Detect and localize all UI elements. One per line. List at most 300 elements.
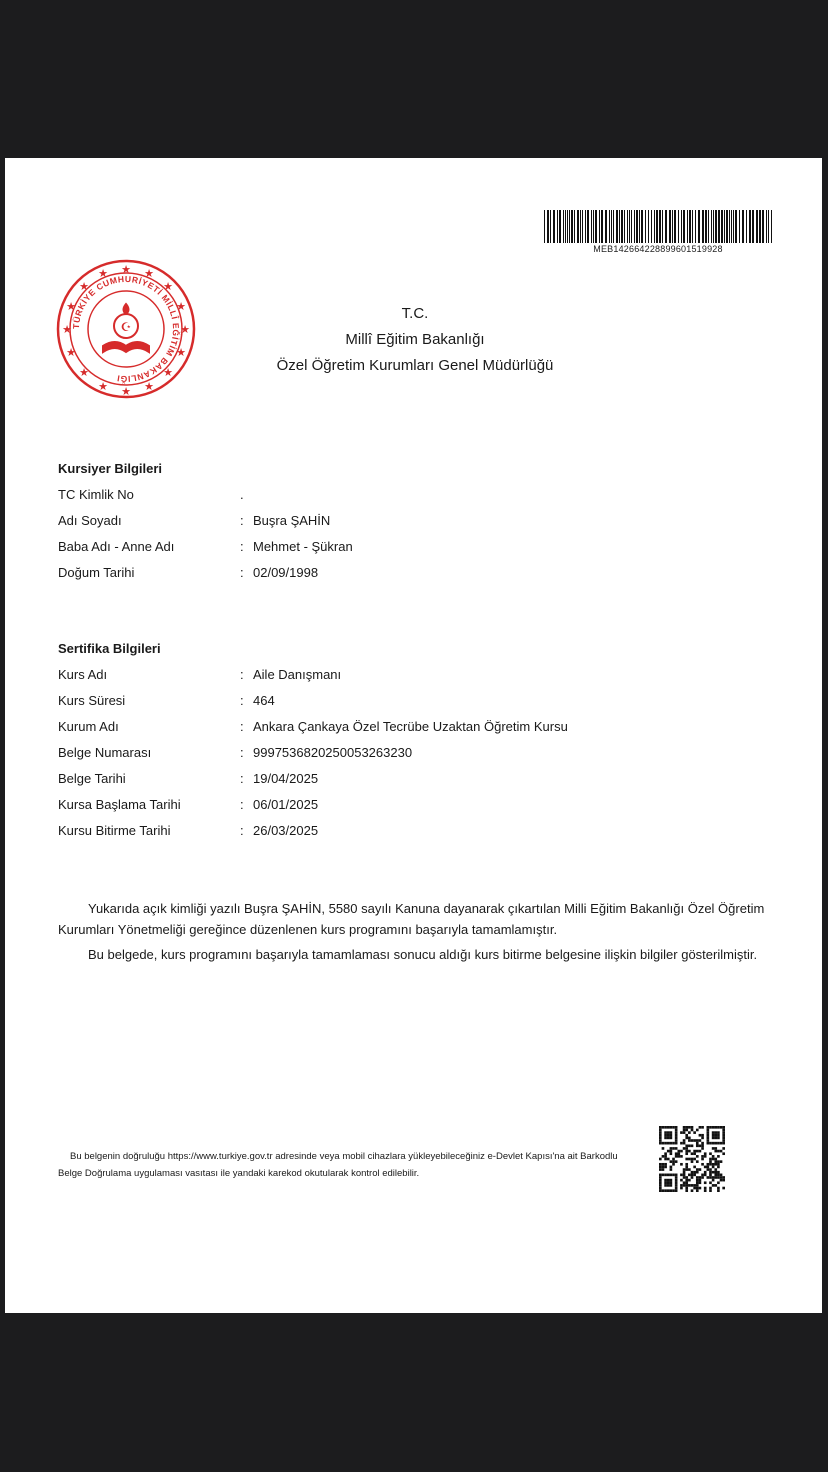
row-value: 06/01/2025 xyxy=(253,797,319,812)
qr-module xyxy=(659,1134,662,1137)
qr-module xyxy=(696,1171,699,1174)
qr-module xyxy=(675,1126,678,1129)
qr-module xyxy=(709,1158,712,1161)
qr-module xyxy=(722,1179,725,1182)
qr-module xyxy=(691,1144,694,1147)
row-label: Adı Soyadı xyxy=(58,513,122,528)
barcode-bar xyxy=(599,210,600,243)
qr-module xyxy=(667,1189,670,1192)
qr-module xyxy=(675,1160,678,1163)
barcode-bar xyxy=(571,210,573,243)
barcode-bar xyxy=(724,210,725,243)
qr-module xyxy=(667,1137,670,1140)
qr-module xyxy=(675,1131,678,1134)
barcode-bar xyxy=(739,210,740,243)
statement-paragraph-2: Bu belgede, kurs programını başarıyla tamamlaması sonucu aldığı kurs bitirme belgesine ilişkin bilgiler gösterilmiştir. xyxy=(88,947,758,962)
qr-module xyxy=(664,1181,667,1184)
qr-module xyxy=(685,1129,688,1132)
row-label: Kursu Bitirme Tarihi xyxy=(58,823,171,838)
qr-module xyxy=(680,1174,683,1177)
barcode-bar xyxy=(756,210,758,243)
qr-module xyxy=(717,1131,720,1134)
qr-module xyxy=(704,1187,707,1190)
qr-module xyxy=(683,1129,686,1132)
qr-module xyxy=(672,1126,675,1129)
barcode-bar xyxy=(593,210,594,243)
qr-module xyxy=(664,1134,667,1137)
svg-text:★: ★ xyxy=(66,346,76,359)
qr-module xyxy=(699,1176,702,1179)
qr-module xyxy=(717,1174,720,1177)
svg-text:★: ★ xyxy=(180,323,190,336)
verification-text: Bu belgenin doğruluğu https://www.turkiye.gov.tr adresinde veya mobil cihazlara yükleyebileceğiniz e-Devlet Kapısı'na ait Barkodlu Belge Doğrulama uygulaması vasıtası ile yandaki karekod okutularak kontrol edilebilir. xyxy=(58,1151,618,1179)
qr-module xyxy=(667,1126,670,1129)
qr-module xyxy=(717,1189,720,1192)
qr-module xyxy=(712,1176,715,1179)
qr-module xyxy=(675,1152,678,1155)
barcode-bar xyxy=(636,210,638,243)
qr-module xyxy=(704,1152,707,1155)
qr-module xyxy=(675,1176,678,1179)
qr-module xyxy=(712,1131,715,1134)
qr-module xyxy=(662,1189,665,1192)
qr-module xyxy=(709,1174,712,1177)
barcode-bar xyxy=(678,210,679,243)
qr-module xyxy=(722,1147,725,1150)
qr-module xyxy=(662,1174,665,1177)
qr-module xyxy=(685,1152,688,1155)
qr-module xyxy=(691,1139,694,1142)
qr-module xyxy=(675,1139,678,1142)
barcode-bar xyxy=(648,210,649,243)
barcode-bar xyxy=(733,210,734,243)
qr-module xyxy=(707,1131,710,1134)
row-label: Belge Tarihi xyxy=(58,771,126,786)
qr-module xyxy=(683,1139,686,1142)
barcode-bar xyxy=(735,210,737,243)
qr-module xyxy=(693,1171,696,1174)
qr-module xyxy=(707,1176,710,1179)
qr-module xyxy=(688,1131,691,1134)
qr-module xyxy=(659,1187,662,1190)
qr-module xyxy=(722,1126,725,1129)
barcode-bar xyxy=(711,210,712,243)
qr-module xyxy=(720,1179,723,1182)
qr-module xyxy=(670,1134,673,1137)
qr-module xyxy=(704,1174,707,1177)
qr-module xyxy=(714,1184,717,1187)
qr-module xyxy=(714,1171,717,1174)
qr-module xyxy=(667,1150,670,1153)
barcode-bar xyxy=(631,210,632,243)
qr-module xyxy=(699,1139,702,1142)
row-label: Kurs Süresi xyxy=(58,693,126,708)
qr-module xyxy=(664,1158,667,1161)
qr-module xyxy=(709,1187,712,1190)
qr-module xyxy=(712,1163,715,1166)
qr-module xyxy=(672,1158,675,1161)
qr-module xyxy=(701,1126,704,1129)
statement-paragraph-1: Yukarıda açık kimliği yazılı Buşra ŞAHİN, 5580 sayılı Kanuna dayanarak çıkartılan Milli Eğitim Bakanlığı Özel Öğretim Kurumları Yönetmeliği gereğince düzenlenen kurs programını başarıyla tamamlamıştır. xyxy=(58,901,765,937)
qr-module xyxy=(714,1147,717,1150)
barcode xyxy=(542,210,774,243)
barcode-bar xyxy=(629,210,630,243)
qr-module xyxy=(685,1187,688,1190)
row-separator: : xyxy=(240,823,244,838)
qr-module xyxy=(714,1176,717,1179)
qr-module xyxy=(707,1139,710,1142)
qr-module xyxy=(701,1142,704,1145)
qr-module xyxy=(685,1158,688,1161)
qr-module xyxy=(683,1147,686,1150)
qr-module xyxy=(717,1166,720,1169)
barcode-bar xyxy=(569,210,570,243)
barcode-bar xyxy=(601,210,603,243)
qr-module xyxy=(709,1189,712,1192)
barcode-bar xyxy=(695,210,696,243)
qr-module xyxy=(696,1160,699,1163)
qr-module xyxy=(672,1147,675,1150)
kursiyer-section-title: Kursiyer Bilgileri xyxy=(58,461,163,476)
qr-module xyxy=(712,1134,715,1137)
barcode-bar xyxy=(683,210,685,243)
qr-module xyxy=(701,1158,704,1161)
barcode-bar xyxy=(752,210,754,243)
qr-module xyxy=(667,1184,670,1187)
qr-module xyxy=(712,1155,715,1158)
row-value: 19/04/2025 xyxy=(253,771,319,786)
qr-module xyxy=(707,1126,710,1129)
qr-module xyxy=(685,1166,688,1169)
qr-module xyxy=(662,1168,665,1171)
qr-module xyxy=(677,1150,680,1153)
svg-text:☪: ☪ xyxy=(120,320,132,334)
qr-module xyxy=(701,1134,704,1137)
qr-module xyxy=(712,1184,715,1187)
qr-module xyxy=(712,1126,715,1129)
qr-module xyxy=(667,1134,670,1137)
qr-module xyxy=(696,1179,699,1182)
qr-module xyxy=(670,1189,673,1192)
barcode-bar xyxy=(672,210,673,243)
qr-module xyxy=(659,1179,662,1182)
qr-module xyxy=(717,1176,720,1179)
qr-module xyxy=(709,1152,712,1155)
qr-module xyxy=(709,1163,712,1166)
barcode-bar xyxy=(731,210,732,243)
barcode-bar xyxy=(619,210,620,243)
qr-module xyxy=(662,1126,665,1129)
svg-text:★: ★ xyxy=(121,263,131,276)
barcode-bar xyxy=(715,210,717,243)
barcode-bar xyxy=(726,210,728,243)
qr-module xyxy=(667,1142,670,1145)
qr-module xyxy=(691,1176,694,1179)
qr-module xyxy=(712,1147,715,1150)
svg-text:★: ★ xyxy=(62,323,72,336)
qr-module xyxy=(680,1163,683,1166)
qr-module xyxy=(696,1168,699,1171)
qr-module xyxy=(717,1126,720,1129)
qr-module xyxy=(685,1181,688,1184)
qr-module xyxy=(704,1166,707,1169)
barcode-bar xyxy=(585,210,586,243)
qr-module xyxy=(701,1144,704,1147)
qr-module xyxy=(712,1142,715,1145)
qr-module xyxy=(699,1144,702,1147)
qr-module xyxy=(683,1131,686,1134)
qr-module xyxy=(659,1184,662,1187)
qr-module xyxy=(696,1139,699,1142)
svg-text:★: ★ xyxy=(121,385,131,398)
barcode-bar xyxy=(762,210,764,243)
qr-module xyxy=(714,1163,717,1166)
qr-module xyxy=(672,1142,675,1145)
barcode-bar xyxy=(627,210,628,243)
qr-module xyxy=(691,1160,694,1163)
qr-module xyxy=(701,1163,704,1166)
qr-module xyxy=(659,1139,662,1142)
row-separator: : xyxy=(240,719,244,734)
barcode-bar xyxy=(611,210,612,243)
qr-module xyxy=(659,1189,662,1192)
qr-module xyxy=(659,1163,662,1166)
qr-module xyxy=(701,1174,704,1177)
row-separator: . xyxy=(240,487,244,502)
qr-module xyxy=(675,1189,678,1192)
qr-module xyxy=(714,1126,717,1129)
row-separator: : xyxy=(240,513,244,528)
qr-module xyxy=(664,1179,667,1182)
qr-module xyxy=(670,1166,673,1169)
qr-code[interactable] xyxy=(659,1126,725,1192)
qr-module xyxy=(707,1168,710,1171)
row-value: Buşra ŞAHİN xyxy=(253,513,331,528)
qr-module xyxy=(659,1181,662,1184)
qr-module xyxy=(699,1168,702,1171)
qr-module xyxy=(672,1163,675,1166)
qr-module xyxy=(683,1176,686,1179)
certificate-statement xyxy=(58,898,768,969)
qr-module xyxy=(693,1174,696,1177)
qr-module xyxy=(664,1131,667,1134)
qr-module xyxy=(714,1150,717,1153)
qr-module xyxy=(704,1171,707,1174)
qr-module xyxy=(688,1139,691,1142)
barcode-bar xyxy=(613,210,614,243)
barcode-bar xyxy=(698,210,700,243)
qr-module xyxy=(714,1134,717,1137)
qr-module xyxy=(707,1166,710,1169)
ministry-seal-logo xyxy=(55,258,197,400)
row-label: Belge Numarası xyxy=(58,745,152,760)
qr-module xyxy=(675,1129,678,1132)
row-value: 02/09/1998 xyxy=(253,565,319,580)
barcode-bar xyxy=(553,210,555,243)
qr-module xyxy=(712,1166,715,1169)
qr-module xyxy=(685,1184,688,1187)
qr-module xyxy=(685,1168,688,1171)
qr-module xyxy=(720,1176,723,1179)
qr-module xyxy=(664,1152,667,1155)
qr-module xyxy=(659,1131,662,1134)
barcode-bar xyxy=(641,210,643,243)
barcode-bar xyxy=(645,210,646,243)
qr-module xyxy=(707,1129,710,1132)
qr-module xyxy=(701,1137,704,1140)
svg-text:★: ★ xyxy=(144,380,154,393)
qr-module xyxy=(693,1166,696,1169)
row-label: Kurum Adı xyxy=(58,719,119,734)
row-separator: : xyxy=(240,771,244,786)
qr-module xyxy=(675,1137,678,1140)
qr-module xyxy=(675,1187,678,1190)
qr-module xyxy=(680,1142,683,1145)
row-value: 464 xyxy=(253,693,275,708)
qr-module xyxy=(688,1150,691,1153)
qr-module xyxy=(722,1137,725,1140)
qr-module xyxy=(680,1184,683,1187)
qr-module xyxy=(670,1152,673,1155)
qr-module xyxy=(677,1152,680,1155)
qr-module xyxy=(675,1147,678,1150)
qr-module xyxy=(722,1134,725,1137)
qr-module xyxy=(709,1168,712,1171)
qr-module xyxy=(691,1126,694,1129)
qr-module xyxy=(664,1184,667,1187)
verification-note xyxy=(58,1148,618,1182)
qr-module xyxy=(691,1129,694,1132)
barcode-bar xyxy=(674,210,676,243)
qr-module xyxy=(664,1163,667,1166)
qr-module xyxy=(659,1126,662,1129)
qr-module xyxy=(672,1174,675,1177)
row-value: Mehmet - Şükran xyxy=(253,539,353,554)
qr-module xyxy=(709,1181,712,1184)
qr-module xyxy=(717,1155,720,1158)
svg-text:★: ★ xyxy=(144,267,154,280)
qr-module xyxy=(696,1176,699,1179)
svg-text:★: ★ xyxy=(163,366,173,379)
barcode-bar xyxy=(669,210,671,243)
qr-module xyxy=(667,1181,670,1184)
qr-module xyxy=(688,1174,691,1177)
barcode-bar xyxy=(547,210,549,243)
qr-module xyxy=(675,1184,678,1187)
qr-module xyxy=(712,1179,715,1182)
barcode-bar xyxy=(729,210,730,243)
barcode-bar xyxy=(544,210,545,243)
qr-module xyxy=(717,1171,720,1174)
barcode-bar xyxy=(654,210,655,243)
qr-module xyxy=(680,1155,683,1158)
qr-module xyxy=(696,1187,699,1190)
qr-module xyxy=(701,1176,704,1179)
qr-module xyxy=(662,1147,665,1150)
qr-module xyxy=(720,1174,723,1177)
qr-module xyxy=(672,1160,675,1163)
header-tc: T.C. xyxy=(401,305,429,322)
qr-module xyxy=(693,1187,696,1190)
qr-module xyxy=(717,1137,720,1140)
qr-module xyxy=(699,1126,702,1129)
qr-module xyxy=(685,1163,688,1166)
qr-module xyxy=(696,1144,699,1147)
qr-module xyxy=(685,1147,688,1150)
barcode-bar xyxy=(665,210,667,243)
barcode-bar xyxy=(659,210,661,243)
qr-module xyxy=(693,1131,696,1134)
qr-module xyxy=(707,1134,710,1137)
qr-module xyxy=(691,1152,694,1155)
qr-module xyxy=(717,1181,720,1184)
barcode-bar xyxy=(771,210,772,243)
qr-module xyxy=(691,1158,694,1161)
qr-module xyxy=(691,1189,694,1192)
qr-module xyxy=(696,1150,699,1153)
row-label: Doğum Tarihi xyxy=(58,565,135,580)
qr-module xyxy=(709,1176,712,1179)
barcode-bar xyxy=(565,210,566,243)
barcode-bar xyxy=(692,210,693,243)
qr-module xyxy=(693,1184,696,1187)
qr-module xyxy=(717,1160,720,1163)
barcode-bar xyxy=(567,210,568,243)
qr-module xyxy=(670,1142,673,1145)
qr-module xyxy=(714,1158,717,1161)
row-separator: : xyxy=(240,667,244,682)
qr-module xyxy=(670,1179,673,1182)
qr-module xyxy=(714,1160,717,1163)
qr-module xyxy=(699,1150,702,1153)
qr-module xyxy=(722,1131,725,1134)
row-value: 99975368202500532632​30 xyxy=(253,745,413,760)
qr-module xyxy=(662,1163,665,1166)
barcode-bar xyxy=(634,210,635,243)
qr-module xyxy=(696,1184,699,1187)
qr-module xyxy=(670,1137,673,1140)
barcode-bar xyxy=(559,210,561,243)
qr-module xyxy=(670,1168,673,1171)
svg-text:★: ★ xyxy=(66,300,76,313)
qr-module xyxy=(683,1181,686,1184)
qr-module xyxy=(717,1142,720,1145)
qr-module xyxy=(659,1129,662,1132)
qr-module xyxy=(683,1142,686,1145)
qr-module xyxy=(699,1134,702,1137)
header-ministry: Millî Eğitim Bakanlığı xyxy=(345,331,485,348)
qr-module xyxy=(685,1137,688,1140)
svg-text:★: ★ xyxy=(176,300,186,313)
qr-module xyxy=(720,1160,723,1163)
qr-module xyxy=(683,1171,686,1174)
qr-module xyxy=(670,1150,673,1153)
qr-module xyxy=(685,1144,688,1147)
qr-module xyxy=(670,1184,673,1187)
qr-module xyxy=(722,1129,725,1132)
qr-module xyxy=(709,1142,712,1145)
qr-module xyxy=(659,1158,662,1161)
qr-module xyxy=(670,1181,673,1184)
qr-module xyxy=(688,1126,691,1129)
qr-module xyxy=(693,1152,696,1155)
qr-module xyxy=(691,1184,694,1187)
barcode-bar xyxy=(721,210,723,243)
qr-module xyxy=(688,1137,691,1140)
qr-module xyxy=(683,1184,686,1187)
row-separator: : xyxy=(240,797,244,812)
qr-module xyxy=(709,1126,712,1129)
